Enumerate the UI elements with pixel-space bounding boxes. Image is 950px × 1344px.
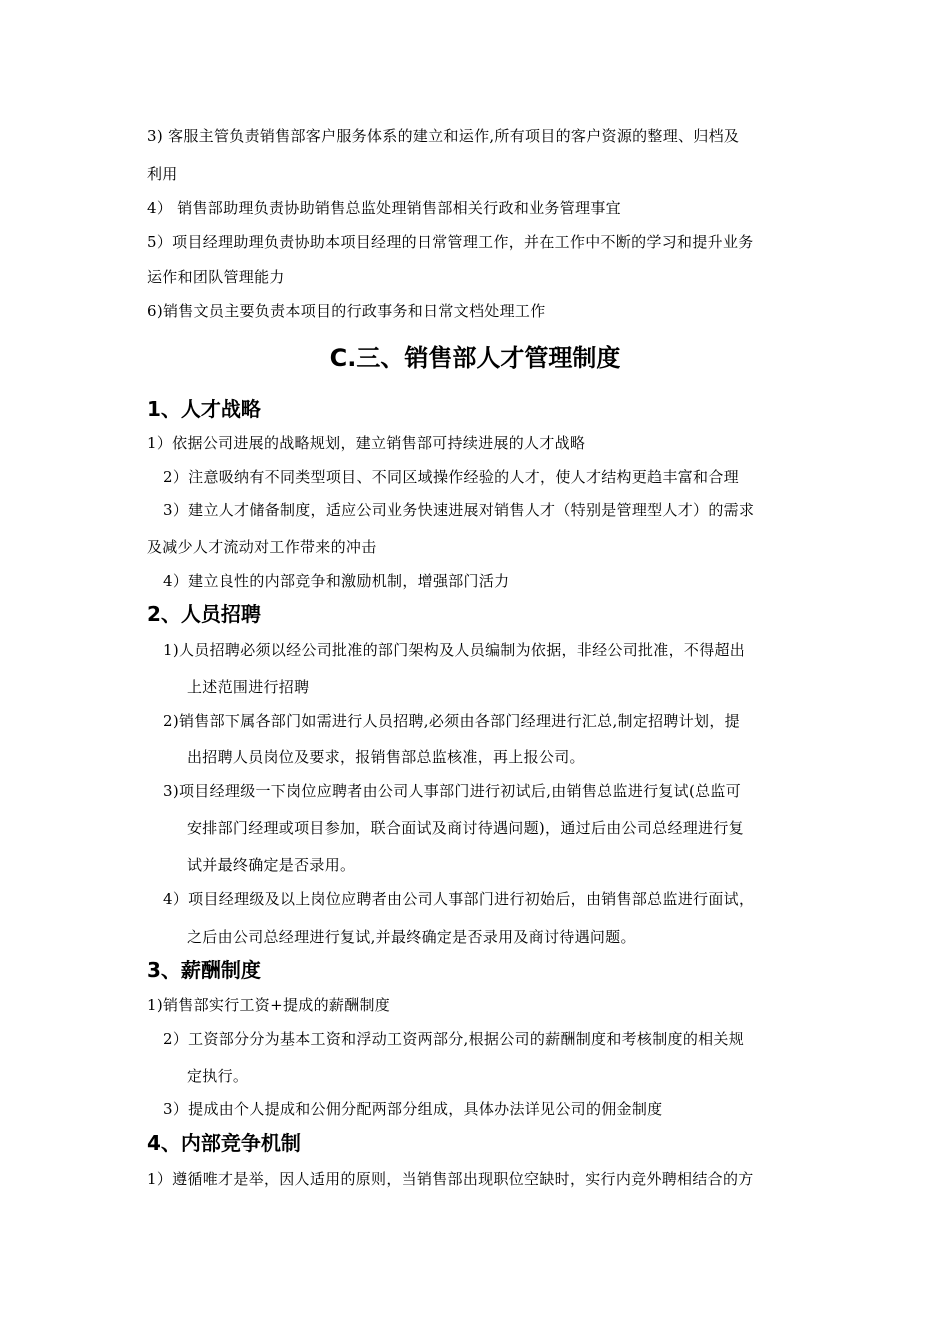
- paragraph-line: 2）注意吸纳有不同类型项目、不同区域操作经验的人才，使人才结构更趋丰富和合理: [163, 468, 739, 486]
- paragraph-line: 5）项目经理助理负责协助本项目经理的日常管理工作，并在工作中不断的学习和提升业务: [147, 233, 754, 251]
- paragraph-line: 之后由公司总经理进行复试,并最终确定是否录用及商讨待遇问题。: [187, 928, 636, 946]
- paragraph-line: 2)销售部下属各部门如需进行人员招聘,必须由各部门经理进行汇总,制定招聘计划，提: [163, 712, 740, 730]
- section-heading: 4、内部竞争机制: [147, 1131, 301, 1155]
- paragraph-line: 1)人员招聘必须以经公司批准的部门架构及人员编制为依据，非经公司批准，不得超出: [163, 641, 746, 659]
- paragraph-line: 2）工资部分分为基本工资和浮动工资两部分,根据公司的薪酬制度和考核制度的相关规: [163, 1030, 745, 1048]
- paragraph-line: 1）遵循唯才是举，因人适用的原则，当销售部出现职位空缺时，实行内竞外聘相结合的方: [147, 1170, 754, 1188]
- paragraph-line: 1）依据公司进展的战略规划，建立销售部可持续进展的人才战略: [147, 434, 586, 452]
- paragraph-line: 定执行。: [187, 1067, 249, 1085]
- paragraph-line: 3) 客服主管负责销售部客户服务体系的建立和运作,所有项目的客户资源的整理、归档及: [147, 127, 740, 145]
- paragraph-line: 4） 销售部助理负责协助销售总监处理销售部相关行政和业务管理事宜: [147, 199, 621, 217]
- paragraph-line: 3）提成由个人提成和公佣分配两部分组成，具体办法详见公司的佣金制度: [163, 1100, 663, 1118]
- paragraph-line: 安排部门经理或项目参加，联合面试及商讨待遇问题)，通过后由公司总经理进行复: [187, 819, 744, 837]
- paragraph-line: 1)销售部实行工资+提成的薪酬制度: [147, 996, 391, 1014]
- paragraph-line: 上述范围进行招聘: [187, 678, 310, 696]
- paragraph-line: 试并最终确定是否录用。: [187, 856, 356, 874]
- paragraph-line: 4）建立良性的内部竞争和激励机制，增强部门活力: [163, 572, 510, 590]
- paragraph-line: 4）项目经理级及以上岗位应聘者由公司人事部门进行初始后，由销售部总监进行面试，: [163, 890, 755, 908]
- paragraph-line: 3)项目经理级一下岗位应聘者由公司人事部门进行初试后,由销售总监进行复试(总监可: [163, 782, 742, 800]
- section-heading: 2、人员招聘: [147, 602, 261, 626]
- section-title: C.三、销售部人才管理制度: [329, 344, 621, 372]
- section-heading: 1、人才战略: [147, 397, 261, 421]
- paragraph-line: 6)销售文员主要负责本项目的行政事务和日常文档处理工作: [147, 302, 546, 320]
- paragraph-line: 出招聘人员岗位及要求，报销售部总监核准，再上报公司。: [187, 748, 585, 766]
- paragraph-line: 运作和团队管理能力: [147, 268, 285, 286]
- section-heading: 3、薪酬制度: [147, 958, 261, 982]
- paragraph-line: 利用: [147, 165, 178, 183]
- paragraph-line: 3）建立人才储备制度，适应公司业务快速进展对销售人才（特别是管理型人才）的需求: [163, 501, 755, 519]
- paragraph-line: 及减少人才流动对工作带来的冲击: [147, 538, 377, 556]
